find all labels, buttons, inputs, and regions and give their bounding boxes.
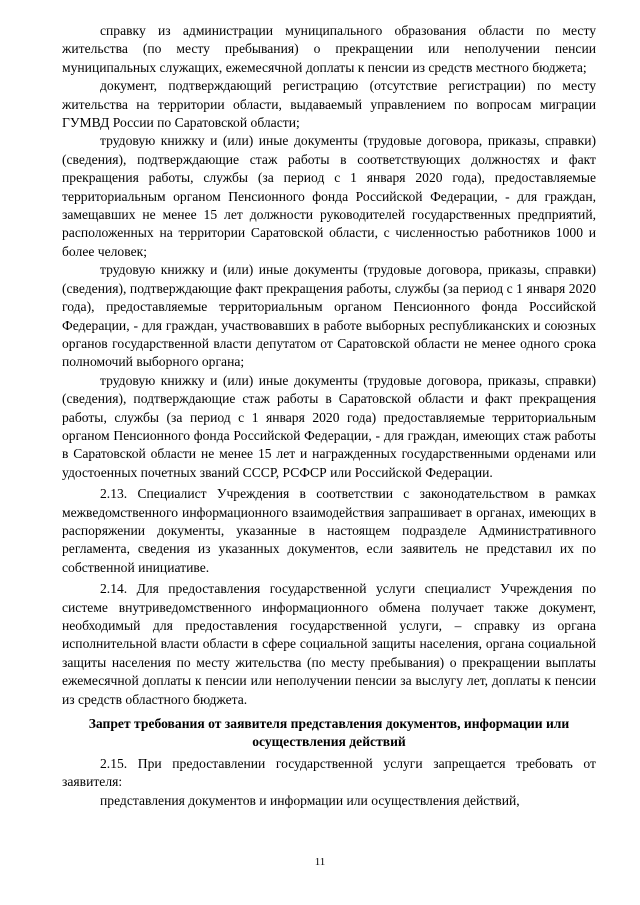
paragraph-2-15: 2.15. При предоставлении государственной услуги запрещается требовать от заявителя: <box>62 756 596 790</box>
paragraph-registration-document: документ, подтверждающий регистрацию (отсутствие регистрации) по месту жительства на территории области, выдаваемый управлением по вопросам миграции ГУМВД России по Саратовской области; <box>62 78 596 131</box>
paragraph-certificate-municipal: справку из администрации муниципального образования области по месту жительства (по месту пребывания) о прекращении или неполучении пенсии муниципальных служащих, ежемесячной доплаты к пенсии из средств местного бюджета; <box>62 23 596 75</box>
paragraph-work-book-enterprise-heads: трудовую книжку и (или) иные документы (трудовые договора, приказы, справки) (сведения), подтверждающие стаж работы в соответствующих должностях и факт прекращения работы, службы (за период с 1 января 2020 года), предоставляемые территориальным органом Пенсионного фонда Российской Федерации, - для граждан, замещавших не менее 15 лет должности руководителей государственных предприятий, расположенных на территории Саратовской области, с численностью работников 1000 и более человек; <box>62 133 596 259</box>
paragraph-2-14: 2.14. Для предоставления государственной услуги специалист Учреждения по системе внутриведомственного информационного обмена получает также документ, необходимый для предоставления государственной услуги, – справку из органа исполнительной власти области в сфере социальной защиты населения, органа социальной защиты населения по месту жительства (по месту пребывания) о прекращении выплаты ежемесячной доплаты к пенсии или неполучении пенсии за выслугу лет, доплаты к пенсии из средств областного бюджета. <box>62 581 596 707</box>
paragraph-last: представления документов и информации или осуществления действий, <box>100 792 520 808</box>
paragraph-work-book-awarded: трудовую книжку и (или) иные документы (трудовые договора, приказы, справки) (сведения), подтверждающие стаж работы в Саратовской области и факт прекращения работы, службы (за период с 1 января 2020 года) предоставляемые территориальным органом Пенсионного фонда Российской Федерации, - для граждан, имеющих стаж работы в Саратовской области не менее 15 лет и награжденных государственными орденами или удостоенных почетных званий СССР, РСФСР или Российской Федерации. <box>62 372 596 480</box>
paragraph-2-13: 2.13. Специалист Учреждения в соответствии с законодательством в рамках межведомственного информационного взаимодействия запрашивает в органах, имеющих в распоряжении документы, указанные в настоящем подразделе Административного регламента, сведения из указанных документов, если заявитель не представил их по собственной инициативе. <box>62 486 596 575</box>
paragraph-work-book-elected-bodies: трудовую книжку и (или) иные документы (трудовые договора, приказы, справки) (сведения), подтверждающие факт прекращения работы, службы (за период с 1 января 2020 года), предоставляемые территориальным органом Пенсионного фонда Российской Федерации, - для граждан, участвовавших в работе выборных республиканских и союзных органов государственной власти депутатом от Саратовской области не менее одного срока полномочий выборного органа; <box>62 262 596 370</box>
section-heading: Запрет требования от заявителя представления документов, информации или осуществления действий <box>88 716 570 750</box>
page-number: 11 <box>314 856 326 868</box>
document-page <box>62 22 596 810</box>
